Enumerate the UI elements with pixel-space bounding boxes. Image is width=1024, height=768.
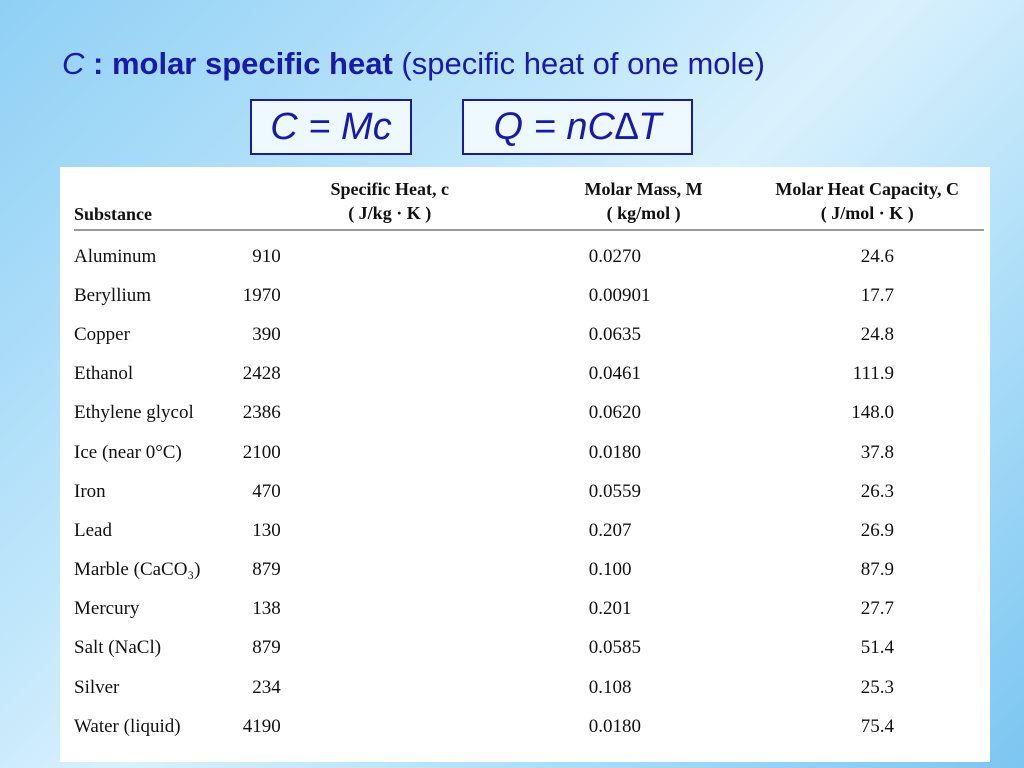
formula-box-molar-heat <box>250 99 412 155</box>
cell-specific-heat: 234 <box>252 676 281 698</box>
cell-specific-heat: 4190 <box>242 715 281 737</box>
cell-molar-heat: 37.8 <box>860 441 894 463</box>
formula-text: C = Mc <box>270 105 392 148</box>
cell-molar-heat: 51.4 <box>860 637 894 659</box>
cell-molar-heat: 27.7 <box>860 598 894 620</box>
header-molar-mass-unit: ( kg/mol ) <box>606 203 681 223</box>
header-specific-heat-unit: ( J/kg · K ) <box>348 203 432 223</box>
heading-symbol: C <box>62 46 85 81</box>
formula-box-heat-equation <box>462 99 693 155</box>
cell-molar-heat: 26.9 <box>860 519 894 541</box>
header-specific-heat <box>243 177 537 230</box>
cell-specific-heat: 879 <box>252 637 281 659</box>
cell-molar-heat: 87.9 <box>860 559 894 581</box>
cell-specific-heat: 2428 <box>242 363 281 385</box>
table-row <box>74 707 984 746</box>
cell-molar-mass: 0.0635 <box>588 323 641 345</box>
cell-substance: Ice (near 0°C) <box>74 441 182 463</box>
cell-molar-mass: 0.0180 <box>588 441 641 463</box>
table-row <box>74 355 984 394</box>
cell-specific-heat: 470 <box>252 480 281 502</box>
cell-molar-heat: 111.9 <box>852 363 894 385</box>
table-header-row <box>74 177 984 230</box>
header-molar-mass <box>537 177 751 230</box>
formula-text: Q = nC∆T <box>493 105 662 148</box>
cell-molar-mass: 0.0180 <box>588 715 641 737</box>
cell-molar-heat: 148.0 <box>851 402 894 424</box>
table-row <box>74 629 984 668</box>
cell-specific-heat: 2386 <box>242 402 281 424</box>
cell-substance: Salt (NaCl) <box>74 637 162 659</box>
cell-molar-mass: 0.00901 <box>588 284 651 306</box>
cell-molar-mass: 0.108 <box>588 676 632 698</box>
cell-molar-heat: 24.8 <box>860 323 894 345</box>
table-row <box>74 668 984 707</box>
cell-molar-mass: 0.0270 <box>588 245 641 267</box>
cell-molar-mass: 0.0585 <box>588 637 641 659</box>
cell-substance: Iron <box>74 480 106 502</box>
heading-paren-text: (specific heat of one mole) <box>392 46 765 81</box>
cell-substance: Lead <box>74 519 112 541</box>
table-row <box>74 230 984 276</box>
cell-substance: Ethanol <box>74 363 134 385</box>
header-specific-heat-label: Specific Heat, c <box>330 179 449 199</box>
cell-specific-heat: 879 <box>252 559 281 581</box>
table-row <box>74 433 984 472</box>
table-row <box>74 511 984 550</box>
cell-molar-heat: 26.3 <box>860 480 894 502</box>
cell-substance: Marble (CaCO₃) <box>74 559 201 581</box>
header-molar-mass-label: Molar Mass, M <box>584 179 703 199</box>
heading-colon: : <box>84 46 112 81</box>
cell-substance: Mercury <box>74 598 140 620</box>
cell-molar-mass: 0.207 <box>588 519 632 541</box>
cell-substance: Aluminum <box>74 245 157 267</box>
cell-molar-mass: 0.0559 <box>588 480 641 502</box>
cell-specific-heat: 390 <box>252 323 281 345</box>
cell-substance: Ethylene glycol <box>74 402 194 424</box>
cell-specific-heat: 1970 <box>242 284 281 306</box>
table-row <box>74 394 984 433</box>
cell-specific-heat: 130 <box>252 519 281 541</box>
cell-molar-heat: 24.6 <box>860 245 894 267</box>
specific-heat-table-panel <box>60 167 990 762</box>
header-molar-heat-capacity <box>750 177 984 230</box>
header-substance: Substance <box>74 204 153 224</box>
cell-molar-mass: 0.201 <box>588 598 632 620</box>
cell-molar-mass: 0.100 <box>588 559 632 581</box>
table-row <box>74 315 984 354</box>
cell-substance: Beryllium <box>74 284 152 306</box>
heading-bold-text: molar specific heat <box>111 46 393 81</box>
cell-specific-heat: 138 <box>252 598 281 620</box>
cell-specific-heat: 910 <box>252 245 281 267</box>
specific-heat-table <box>74 177 984 746</box>
header-molar-heat-unit: ( J/mol · K ) <box>820 203 914 223</box>
cell-molar-heat: 75.4 <box>860 715 894 737</box>
cell-molar-mass: 0.0461 <box>588 363 641 385</box>
slide-heading <box>62 46 765 82</box>
table-body <box>74 230 984 746</box>
cell-substance: Water (liquid) <box>74 715 181 737</box>
cell-substance: Copper <box>74 323 130 345</box>
header-molar-heat-label: Molar Heat Capacity, C <box>775 179 960 199</box>
cell-molar-heat: 25.3 <box>860 676 894 698</box>
table-row <box>74 551 984 590</box>
cell-substance: Silver <box>74 676 120 698</box>
cell-molar-heat: 17.7 <box>860 284 894 306</box>
table-row <box>74 472 984 511</box>
cell-molar-mass: 0.0620 <box>588 402 641 424</box>
table-row <box>74 590 984 629</box>
cell-specific-heat: 2100 <box>242 441 281 463</box>
table-row <box>74 276 984 315</box>
